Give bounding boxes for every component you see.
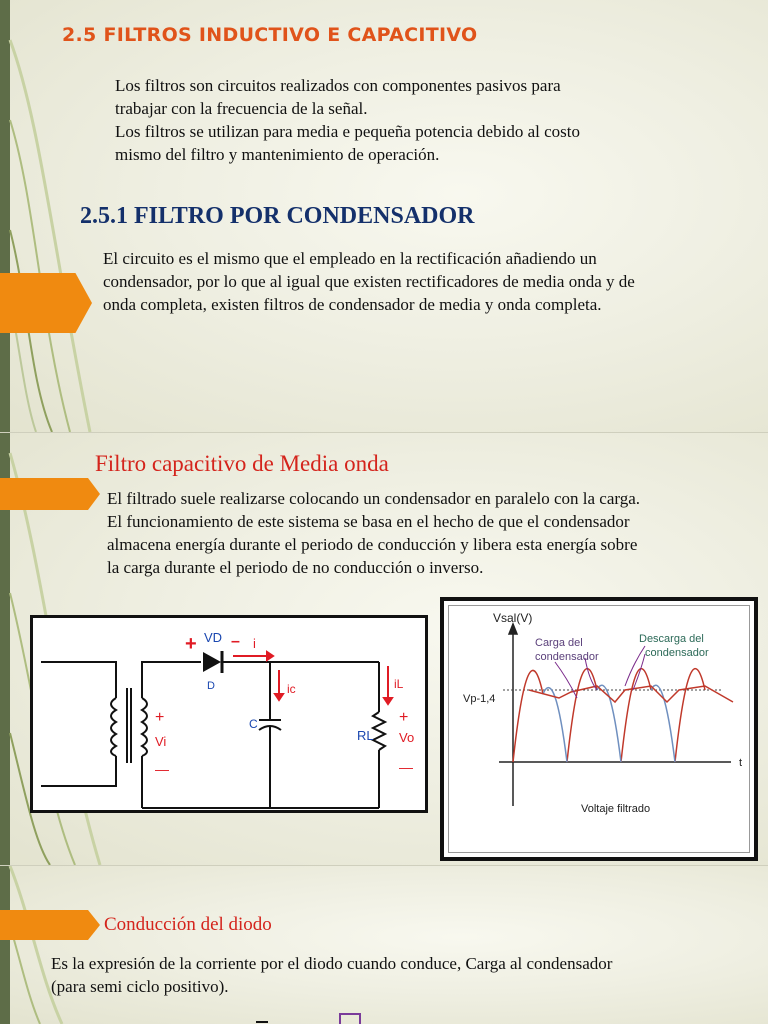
current-i-label: i bbox=[253, 636, 256, 651]
intro-paragraph: Los filtros son circuitos realizados con componentes pasivos para trabajar con la frecuencia de la señal. Los filtros se utilizan para media e pequeña potencia debido al costo mismo del filtro y mantenimiento de operación. bbox=[115, 76, 580, 164]
orange-tab-marker bbox=[0, 273, 92, 333]
diode-symbol bbox=[203, 652, 221, 672]
formula-fragment bbox=[250, 1010, 370, 1024]
vi-minus-sign: — bbox=[155, 761, 169, 777]
charge-label-line2: condensador bbox=[535, 651, 599, 663]
slide-title: Filtro capacitivo de Media onda bbox=[95, 451, 389, 476]
discharge-label-line2: condensador bbox=[645, 647, 709, 659]
slide-3 bbox=[0, 866, 768, 1024]
orange-tab-marker bbox=[0, 910, 100, 940]
body-paragraph: Es la expresión de la corriente por el diodo cuando conduce, Carga al condensador (para semi ciclo positivo). bbox=[51, 954, 613, 996]
orange-tab-marker bbox=[0, 478, 100, 510]
charge-label-line1: Carga del bbox=[535, 637, 583, 649]
filtered-voltage-graph bbox=[440, 597, 758, 861]
section-subtitle: 2.5.1 FILTRO POR CONDENSADOR bbox=[80, 203, 475, 229]
slide-1 bbox=[0, 0, 768, 432]
vi-plus-sign: + bbox=[155, 709, 165, 726]
current-ic-label: ic bbox=[287, 682, 296, 696]
vo-plus-sign: + bbox=[399, 709, 409, 726]
voltage-waveform bbox=[449, 606, 757, 860]
graph-caption: Voltaje filtrado bbox=[581, 803, 651, 815]
vd-plus-sign: + bbox=[185, 633, 197, 655]
slide-title: 2.5 FILTROS INDUCTIVO E CAPACITIVO bbox=[62, 24, 478, 46]
time-axis-label: t bbox=[739, 757, 743, 769]
circuit-schematic bbox=[33, 618, 425, 810]
vi-label: Vi bbox=[155, 734, 167, 749]
slide-title: Conducción del diodo bbox=[104, 914, 272, 935]
discharge-label-line1: Descarga del bbox=[639, 633, 704, 645]
body-paragraph: El filtrado suele realizarse colocando un condensador en paralelo con la carga. El funcionamiento de este sistema se basa en el hecho de que el condensador almacena energía durante el periodo de conducción y libera esta energía sobre la carga durante el periodo de no conducción o inverso. bbox=[107, 489, 641, 577]
body-paragraph: El circuito es el mismo que el empleado en la rectificación añadiendo un condensador, por lo que al igual que existen rectificadores de media onda y de onda completa, existen filtros de condensador de media y onda completa. bbox=[103, 249, 635, 314]
vo-minus-sign: — bbox=[399, 759, 413, 775]
y-axis-label: Vsal(V) bbox=[493, 611, 533, 625]
grass-decoration bbox=[0, 866, 120, 1024]
circuit-diagram bbox=[30, 615, 428, 813]
load-resistor-label: RL bbox=[357, 728, 374, 743]
vd-minus-sign: – bbox=[231, 633, 240, 650]
diode-label: D bbox=[207, 680, 215, 692]
slide-2 bbox=[0, 433, 768, 865]
capacitor-label: C bbox=[249, 717, 258, 731]
current-il-label: iL bbox=[394, 677, 404, 691]
vd-label: VD bbox=[204, 630, 223, 645]
vp-level-label: Vp-1,4 bbox=[463, 693, 496, 705]
vo-label: Vo bbox=[399, 730, 415, 745]
